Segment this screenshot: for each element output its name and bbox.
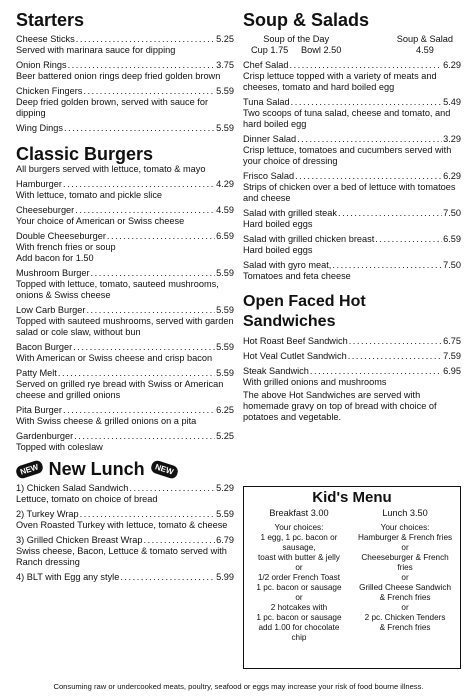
kids-line: Grilled Cheese Sandwich [359, 583, 452, 592]
item-price: 3.75 [216, 60, 234, 70]
item-desc: Served with marinara sauce for dipping [16, 45, 176, 55]
kids-line: & French fries [379, 593, 431, 602]
menu-item [16, 368, 234, 401]
kids-line: or [401, 603, 409, 612]
item-desc: Topped with sauteed mushrooms, served with garden salad or cole slaw, without bun [16, 316, 234, 337]
burgers-title: Classic Burgers [16, 144, 154, 164]
kids-line: & French fries [379, 623, 431, 632]
burgers-subtitle: All burgers served with lettuce, tomato & mayo [16, 164, 206, 174]
item-name: Cheeseburger [16, 205, 75, 215]
item-desc: Tomatoes and feta cheese [243, 271, 351, 281]
item-desc: With lettuce, tomato and pickle slice [16, 190, 163, 200]
item-desc: Two scoops of tuna salad, cheese and tomato, and hard boiled egg [243, 108, 451, 129]
item-desc: Deep fried golden brown, served with sauce for dipping [16, 97, 209, 118]
item-name: Double Cheeseburger [16, 231, 106, 241]
item-price: 6.59 [216, 231, 234, 241]
item-desc: With Swiss cheese & grilled onions on a pita [16, 416, 197, 426]
kids-line: or [295, 593, 303, 602]
menu-item [243, 351, 461, 362]
kids-lunch [356, 507, 454, 643]
kids-line: or [401, 543, 409, 552]
kids-line: toast with butter & jelly [257, 553, 340, 562]
item-price: 7.59 [443, 351, 461, 361]
menu-item [243, 366, 461, 388]
item-name: Onion Rings [16, 60, 67, 70]
item-desc: Lettuce, tomato on choice of bread [16, 494, 158, 504]
menu-item [16, 405, 234, 427]
item-name: Gardenburger [16, 431, 74, 441]
menu-item [16, 34, 234, 56]
item-price: 5.59 [216, 368, 234, 378]
menu-item [243, 234, 461, 256]
menu-item [16, 231, 234, 264]
menu-item [243, 60, 461, 93]
item-name: Salad with grilled steak [243, 208, 337, 218]
menu-item [16, 535, 234, 568]
menu-item [16, 86, 234, 119]
kids-breakfast-title: Breakfast 3.00 [269, 508, 329, 518]
item-desc: Strips of chicken over a bed of lettuce with tomatoes and cheese [243, 182, 456, 203]
kids-title: Kid's Menu [312, 489, 392, 506]
item-name: 3) Grilled Chicken Breast Wrap [16, 535, 143, 545]
item-price: 3.29 [443, 134, 461, 144]
item-desc: With grilled onions and mushrooms [243, 377, 387, 387]
item-name: 1) Chicken Salad Sandwich [16, 483, 129, 493]
menu-item [16, 509, 234, 531]
item-price: 4.59 [216, 205, 234, 215]
item-desc: Beer battered onion rings deep fried golden brown [16, 71, 221, 81]
item-name: Chicken Fingers [16, 86, 83, 96]
menu-item [243, 336, 461, 347]
menu-item [243, 260, 461, 282]
item-desc: Topped with coleslaw [16, 442, 103, 452]
menu-item [243, 171, 461, 204]
menu-item [16, 268, 234, 301]
item-desc: Your choice of American or Swiss cheese [16, 216, 185, 226]
menu-item [16, 305, 234, 338]
kids-line: or [295, 563, 303, 572]
menu-item [16, 60, 234, 82]
item-price: 6.79 [216, 535, 234, 545]
right-column [243, 10, 461, 423]
item-desc: With french fries or soup Add bacon for 1.50 [16, 242, 116, 263]
menu-item [16, 342, 234, 364]
kids-line: 2 hotcakes with [270, 603, 328, 612]
item-price: 6.25 [216, 405, 234, 415]
left-column [16, 10, 234, 583]
item-price: 7.50 [443, 260, 461, 270]
item-price: 6.29 [443, 60, 461, 70]
soups-title: Soup & Salads [243, 10, 370, 30]
kids-line: 2 pc. Chicken Tenders [364, 613, 446, 622]
soup-prices [243, 34, 461, 56]
item-price: 5.99 [216, 572, 234, 582]
item-name: Low Carb Burger [16, 305, 86, 315]
item-name: Bacon Burger [16, 342, 73, 352]
item-name: 2) Turkey Wrap [16, 509, 79, 519]
soup-salad-label: Soup & Salad [396, 34, 453, 44]
kids-line: Your choices: [380, 523, 430, 532]
kids-lunch-title: Lunch 3.50 [382, 508, 428, 518]
item-price: 4.29 [216, 179, 234, 189]
item-desc: Oven Roasted Turkey with lettuce, tomato & cheese [16, 520, 228, 530]
item-price: 5.59 [216, 123, 234, 133]
item-name: Hot Veal Cutlet Sandwich [243, 351, 347, 361]
item-price: 6.59 [443, 234, 461, 244]
kids-line: or [401, 573, 409, 582]
item-price: 6.29 [443, 171, 461, 181]
item-name: Cheese Sticks [16, 34, 75, 44]
soup-day-label: Soup of the Day [263, 34, 330, 44]
item-desc: Crisp lettuce, tomatoes and cucumbers served with your choice of dressing [243, 145, 452, 166]
kids-menu-box [243, 486, 461, 669]
kids-line: 1 egg, 1 pc. bacon or sausage, [260, 533, 338, 552]
item-desc: Hard boiled eggs [243, 219, 313, 229]
item-price: 5.25 [216, 431, 234, 441]
new-lunch-title: New Lunch [48, 459, 145, 479]
item-desc: Crisp lettuce topped with a variety of meats and cheeses, tomato and hard boiled egg [243, 71, 437, 92]
item-desc: With American or Swiss cheese and crisp bacon [16, 353, 213, 363]
item-name: Hot Roast Beef Sandwich [243, 336, 348, 346]
item-desc: Served on grilled rye bread with Swiss or American cheese and grilled onions [16, 379, 224, 400]
kids-line: 1/2 order French Toast [257, 573, 341, 582]
item-price: 5.59 [216, 268, 234, 278]
menu-item [16, 179, 234, 201]
menu-item [16, 483, 234, 505]
menu-item [243, 208, 461, 230]
menu-item [16, 431, 234, 453]
item-name: Pita Burger [16, 405, 62, 415]
item-name: Salad with grilled chicken breast [243, 234, 375, 244]
menu-item [16, 572, 234, 583]
item-name: Chef Salad [243, 60, 289, 70]
item-name: Dinner Salad [243, 134, 297, 144]
new-badge-left: NEW [15, 459, 44, 480]
hot-sandwiches-title: Open Faced Hot Sandwiches [243, 293, 366, 330]
item-desc: Swiss cheese, Bacon, Lettuce & tomato served with Ranch dressing [16, 546, 227, 567]
item-price: 5.49 [443, 97, 461, 107]
footer-disclaimer: Consuming raw or undercooked meats, poultry, seafood or eggs may increase your risk of food bourne illness. [53, 682, 424, 691]
item-name: 4) BLT with Egg any style [16, 572, 120, 582]
kids-line: Cheeseburger & French fries [361, 553, 449, 572]
kids-breakfast [250, 507, 348, 643]
item-name: Mushroom Burger [16, 268, 90, 278]
item-name: Steak Sandwich [243, 366, 309, 376]
kids-line: Your choices: [274, 523, 324, 532]
item-name: Tuna Salad [243, 97, 290, 107]
menu-item [243, 97, 461, 130]
hot-sandwiches-note: The above Hot Sandwiches are served with homemade gravy on top of bread with choice of potatoes and vegetable. [243, 390, 437, 422]
item-name: Salad with gyro meat, [243, 260, 332, 270]
item-price: 5.59 [216, 509, 234, 519]
item-price: 7.50 [443, 208, 461, 218]
item-price: 5.25 [216, 34, 234, 44]
item-price: 5.59 [216, 86, 234, 96]
item-price: 5.29 [216, 483, 234, 493]
menu-item [16, 205, 234, 227]
soup-day-prices: Cup 1.75 Bowl 2.50 [251, 45, 342, 55]
menu-item [16, 123, 234, 134]
item-name: Frisco Salad [243, 171, 295, 181]
item-price: 6.95 [443, 366, 461, 376]
item-name: Patty Melt [16, 368, 57, 378]
item-price: 5.59 [216, 342, 234, 352]
new-badge-right: NEW [149, 459, 178, 480]
starters-title: Starters [16, 10, 85, 30]
item-price: 5.59 [216, 305, 234, 315]
item-desc: Hard boiled eggs [243, 245, 313, 255]
item-name: Wing Dings [16, 123, 63, 133]
kids-line: add 1.00 for chocolate chip [258, 623, 340, 642]
kids-line: Hamburger & French fries [357, 533, 453, 542]
new-lunch-header [16, 459, 234, 479]
item-price: 6.75 [443, 336, 461, 346]
menu-item [243, 134, 461, 167]
item-desc: Topped with lettuce, tomato, sauteed mushrooms, onions & Swiss cheese [16, 279, 219, 300]
item-name: Hamburger [16, 179, 62, 189]
soup-salad-price: 4.59 [415, 45, 434, 55]
kids-line: 1 pc. bacon or sausage [256, 583, 342, 592]
kids-line: 1 pc. bacon or sausage [256, 613, 342, 622]
